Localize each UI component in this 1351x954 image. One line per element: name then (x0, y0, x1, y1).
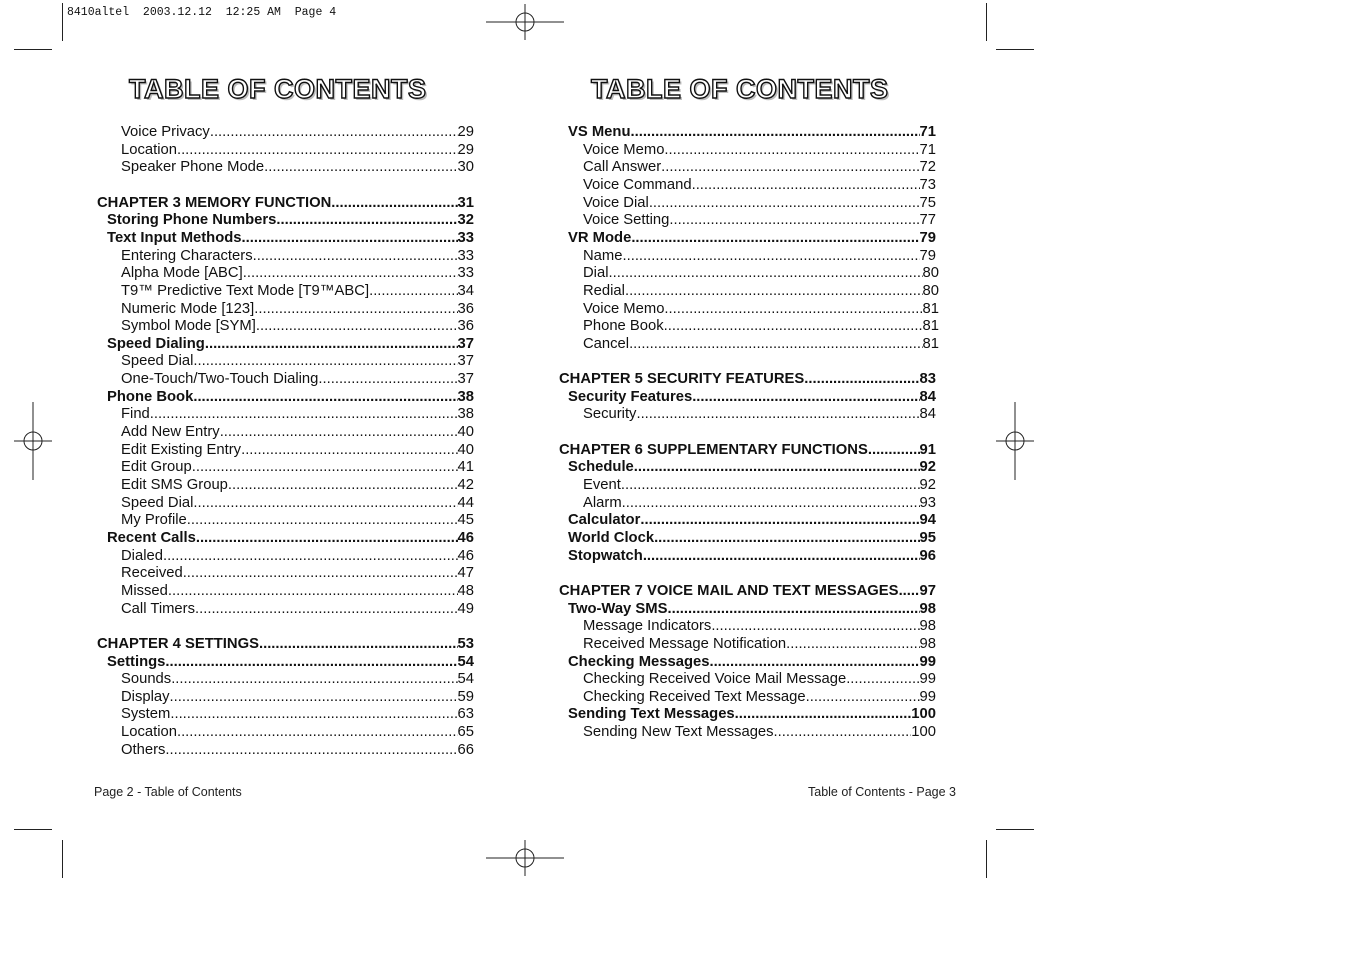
toc-entry-page: 46 (457, 547, 474, 564)
page-title-left: TABLE OF CONTENTS (129, 74, 427, 104)
toc-entry-page: 72 (919, 159, 936, 176)
toc-entry-label: Event (583, 477, 621, 493)
toc-entry-label: Calculator (568, 512, 641, 529)
registration-mark-icon (996, 402, 1034, 480)
toc-entry-page: 80 (922, 265, 939, 282)
toc-entry[interactable] (583, 176, 936, 194)
toc-entry-page: 79 (919, 229, 936, 246)
toc-entry[interactable] (107, 529, 474, 547)
toc-entry-page: 40 (457, 424, 474, 441)
registration-mark-icon (14, 402, 52, 480)
toc-entry[interactable] (97, 635, 474, 653)
dot-leader (654, 529, 919, 547)
toc-entry-page: 45 (457, 512, 474, 529)
dot-leader (195, 600, 458, 618)
toc-entry-page: 84 (919, 406, 936, 423)
toc-entry[interactable] (121, 264, 474, 282)
toc-entry[interactable] (121, 670, 474, 688)
toc-entry-label: Storing Phone Numbers (107, 212, 277, 229)
toc-entry-page: 66 (457, 741, 474, 758)
dot-leader (622, 247, 919, 265)
toc-entry-label: Entering Characters (121, 247, 253, 264)
toc-entry-label: Security Features (568, 388, 693, 405)
dot-leader (168, 582, 458, 600)
dot-leader (621, 476, 920, 494)
dot-leader (220, 423, 458, 441)
crop-mark (62, 840, 63, 878)
toc-entry-label: Checking Messages (568, 653, 710, 670)
toc-entry-page: 99 (919, 671, 936, 688)
toc-entry-label: Display (121, 688, 170, 705)
toc-entry-label: Security (583, 406, 637, 423)
toc-entry[interactable] (107, 211, 474, 229)
toc-entry-page: 54 (457, 653, 474, 670)
toc-entry[interactable] (583, 617, 936, 635)
dot-leader (205, 335, 458, 353)
toc-entry[interactable] (583, 405, 936, 423)
toc-entry[interactable] (568, 388, 936, 406)
toc-entry-label: System (121, 706, 171, 723)
toc-entry[interactable] (121, 282, 474, 300)
toc-entry[interactable] (121, 741, 474, 759)
dot-leader (165, 741, 457, 759)
toc-entry-label: Voice Memo (583, 300, 665, 317)
dot-leader (711, 617, 919, 635)
toc-entry[interactable] (583, 723, 936, 741)
dot-leader (165, 653, 457, 671)
toc-entry[interactable] (583, 158, 936, 176)
dot-leader (692, 388, 919, 406)
toc-entry[interactable] (583, 141, 936, 159)
toc-entry-page: 95 (919, 529, 936, 546)
toc-entry-label: CHAPTER 3 MEMORY FUNCTION (97, 194, 332, 211)
dot-leader (243, 264, 458, 282)
toc-entry[interactable] (121, 458, 474, 476)
toc-entry-label: Numeric Mode [123] (121, 300, 255, 317)
footer-left: Page 2 - Table of Contents (94, 785, 242, 799)
toc-entry-page: 65 (457, 724, 474, 741)
toc-entry-page: 81 (922, 318, 939, 335)
toc-entry-label: Speed Dial (121, 494, 194, 511)
toc-entry-label: Dial (583, 265, 609, 282)
dot-leader (631, 229, 919, 247)
toc-entry-page: 29 (457, 124, 474, 140)
dot-leader (171, 670, 457, 688)
toc-entry-label: CHAPTER 5 SECURITY FEATURES (559, 371, 805, 388)
dot-leader (643, 547, 920, 565)
dot-leader (163, 547, 458, 565)
toc-entry[interactable] (583, 317, 939, 335)
toc-entry-label: Edit SMS Group (121, 477, 228, 493)
toc-entry-label: Edit Group (121, 459, 192, 476)
toc-entry-label: World Clock (568, 529, 655, 546)
toc-entry-page: 44 (457, 494, 474, 511)
toc-entry-label: Stopwatch (568, 547, 643, 564)
dot-leader (210, 123, 458, 141)
dot-leader (664, 317, 923, 335)
toc-entry-page: 40 (457, 441, 474, 458)
toc-entry-page: 33 (457, 247, 474, 264)
dot-leader (193, 352, 457, 370)
toc-entry-label: Checking Received Text Message (583, 688, 806, 705)
toc-entry[interactable] (568, 547, 936, 565)
toc-entry-page: 92 (919, 477, 936, 493)
toc-entry[interactable] (559, 370, 936, 388)
toc-entry-label: Schedule (568, 459, 634, 476)
toc-entry[interactable] (121, 547, 474, 565)
dot-leader (170, 705, 457, 723)
toc-entry[interactable] (568, 458, 936, 476)
toc-entry[interactable] (97, 194, 474, 212)
toc-entry-label: Speaker Phone Mode (121, 159, 265, 176)
toc-entry-page: 29 (457, 141, 474, 158)
toc-entry-page: 38 (457, 406, 474, 423)
dot-leader (193, 388, 457, 406)
dot-leader (369, 282, 457, 300)
toc-entry[interactable] (121, 600, 474, 618)
toc-entry-page: 75 (919, 194, 936, 211)
toc-entry[interactable] (568, 600, 936, 618)
dot-leader (177, 141, 458, 159)
crop-mark (996, 829, 1034, 830)
toc-entry[interactable] (121, 370, 474, 388)
toc-entry-page: 31 (457, 194, 474, 211)
dot-leader (331, 194, 457, 212)
crop-mark (62, 3, 63, 41)
toc-entry-label: Phone Book (107, 388, 194, 405)
toc-entry[interactable] (568, 653, 936, 671)
dot-leader (150, 405, 458, 423)
toc-entry[interactable] (121, 158, 474, 176)
toc-entry[interactable] (121, 723, 474, 741)
toc-entry-page: 99 (919, 688, 936, 705)
toc-entry[interactable] (583, 247, 936, 265)
toc-entry-label: Add New Entry (121, 424, 220, 441)
toc-entry-page: 47 (457, 565, 474, 582)
toc-entry-page: 71 (919, 124, 936, 140)
dot-leader (634, 458, 920, 476)
dot-leader (709, 653, 919, 671)
dot-leader (254, 300, 457, 318)
dot-leader (192, 458, 458, 476)
toc-entry[interactable] (121, 494, 474, 512)
toc-entry[interactable] (121, 564, 474, 582)
toc-entry[interactable] (583, 264, 939, 282)
toc-entry[interactable] (559, 582, 936, 600)
dot-leader (253, 247, 458, 265)
dot-leader (664, 300, 922, 318)
toc-entry[interactable] (121, 317, 474, 335)
toc-entry-page: 37 (457, 335, 474, 352)
toc-entry-page: 91 (919, 441, 936, 458)
toc-entry[interactable] (559, 441, 936, 459)
dot-leader (318, 370, 457, 388)
toc-entry-page: 99 (919, 653, 936, 670)
toc-entry-page: 100 (911, 724, 936, 741)
toc-entry-page: 49 (457, 600, 474, 617)
crop-mark (14, 49, 52, 50)
footer-right: Table of Contents - Page 3 (808, 785, 957, 799)
toc-entry-page: 42 (457, 477, 474, 493)
dot-leader (193, 494, 457, 512)
toc-entry-label: CHAPTER 4 SETTINGS (97, 635, 259, 652)
toc-entry-label: Location (121, 141, 177, 158)
toc-entry-label: Call Timers (121, 600, 195, 617)
toc-entry-page: 33 (457, 265, 474, 282)
toc-entry-label: Phone Book (583, 318, 664, 335)
dot-leader (625, 282, 923, 300)
toc-entry[interactable] (121, 476, 474, 494)
dot-leader (183, 564, 458, 582)
dot-leader (228, 476, 458, 494)
toc-entry[interactable] (583, 194, 936, 212)
toc-entry-page: 54 (457, 671, 474, 688)
toc-entry-page: 59 (457, 688, 474, 705)
toc-entry[interactable] (568, 529, 936, 547)
toc-entry-page: 98 (919, 618, 936, 635)
toc-entry-label: Voice Setting (583, 212, 670, 229)
toc-entry-page: 81 (922, 335, 939, 352)
toc-entry-page: 30 (457, 159, 474, 176)
toc-entry[interactable] (583, 635, 936, 653)
toc-entry-label: Symbol Mode [SYM] (121, 318, 256, 335)
toc-entry-page: 84 (919, 388, 936, 405)
dot-leader (669, 211, 919, 229)
dot-leader (170, 688, 458, 706)
dot-leader (636, 405, 919, 423)
toc-entry-page: 98 (919, 600, 936, 617)
toc-entry[interactable] (121, 423, 474, 441)
toc-entry-label: Sending New Text Messages (583, 724, 774, 741)
toc-entry-label: Others (121, 741, 166, 758)
registration-mark-icon (486, 840, 564, 876)
dot-leader (786, 635, 919, 653)
toc-entry-label: Two-Way SMS (568, 600, 668, 617)
dot-leader (667, 600, 919, 618)
toc-entry-label: CHAPTER 7 VOICE MAIL AND TEXT MESSAGES (559, 582, 899, 599)
crop-mark (986, 3, 987, 41)
toc-entry[interactable] (568, 123, 936, 141)
toc-entry-label: Recent Calls (107, 529, 196, 546)
toc-entry-page: 46 (457, 529, 474, 546)
dot-leader (196, 529, 458, 547)
dot-leader (177, 723, 458, 741)
dot-leader (868, 441, 920, 459)
dot-leader (846, 670, 919, 688)
toc-entry[interactable] (583, 476, 936, 494)
toc-entry-label: Voice Privacy (121, 124, 210, 140)
toc-entry[interactable] (121, 441, 474, 459)
toc-entry-label: Sending Text Messages (568, 706, 735, 723)
dot-leader (242, 229, 458, 247)
toc-entry-page: 37 (457, 353, 474, 370)
dot-leader (187, 511, 458, 529)
toc-entry-label: Sounds (121, 671, 172, 688)
dot-leader (256, 317, 458, 335)
toc-entry[interactable] (121, 352, 474, 370)
toc-entry-label: Voice Memo (583, 141, 665, 158)
dot-leader (649, 194, 920, 212)
toc-entry[interactable] (568, 705, 936, 723)
crop-mark (996, 49, 1034, 50)
toc-entry-label: Redial (583, 282, 625, 299)
toc-entry-page: 33 (457, 229, 474, 246)
toc-entry[interactable] (121, 141, 474, 159)
toc-entry-page: 100 (911, 706, 936, 723)
toc-entry[interactable] (568, 511, 936, 529)
toc-entry-label: T9™ Predictive Text Mode [T9™ABC] (121, 282, 370, 299)
toc-entry-label: Voice Command (583, 176, 692, 193)
dot-leader (241, 441, 457, 459)
toc-entry[interactable] (583, 688, 936, 706)
toc-entry[interactable] (121, 247, 474, 265)
toc-entry[interactable] (583, 211, 936, 229)
toc-entry[interactable] (121, 688, 474, 706)
toc-entry[interactable] (107, 335, 474, 353)
toc-entry-label: Voice Dial (583, 194, 649, 211)
toc-entry-label: Dialed (121, 547, 163, 564)
toc-entry-page: 80 (922, 282, 939, 299)
toc-entry[interactable] (583, 282, 939, 300)
toc-entry-label: Call Answer (583, 159, 662, 176)
dot-leader (629, 335, 922, 353)
dot-leader (661, 158, 919, 176)
toc-entry-page: 77 (919, 212, 936, 229)
toc-entry-label: CHAPTER 6 SUPPLEMENTARY FUNCTIONS (559, 441, 868, 458)
dot-leader (259, 635, 458, 653)
toc-entry-label: Edit Existing Entry (121, 441, 242, 458)
toc-entry[interactable] (583, 335, 939, 353)
toc-entry-page: 98 (919, 635, 936, 652)
toc-entry[interactable] (121, 123, 474, 141)
toc-entry-page: 48 (457, 582, 474, 599)
toc-entry[interactable] (583, 300, 939, 318)
toc-entry-page: 94 (919, 512, 936, 529)
toc-entry-label: Location (121, 724, 177, 741)
toc-entry-page: 37 (457, 371, 474, 388)
toc-entry-page: 97 (919, 582, 936, 599)
toc-entry-label: VS Menu (568, 124, 631, 140)
toc-entry-page: 63 (457, 706, 474, 723)
toc-entry-page: 73 (919, 176, 936, 193)
dot-leader (622, 494, 920, 512)
dot-leader (735, 705, 912, 723)
toc-entry-page: 34 (457, 282, 474, 299)
toc-entry-page: 96 (919, 547, 936, 564)
toc-entry-label: Text Input Methods (107, 229, 242, 246)
toc-entry-page: 71 (919, 141, 936, 158)
page-title-right: TABLE OF CONTENTS (591, 74, 889, 104)
toc-entry-label: Missed (121, 582, 168, 599)
toc-entry-label: My Profile (121, 512, 187, 529)
toc-entry-page: 41 (457, 459, 474, 476)
toc-entry-page: 93 (919, 494, 936, 511)
dot-leader (630, 123, 919, 141)
toc-entry[interactable] (583, 670, 936, 688)
toc-entry[interactable] (121, 300, 474, 318)
toc-entry-label: Checking Received Voice Mail Message (583, 671, 847, 688)
toc-entry-page: 83 (919, 371, 936, 388)
dot-leader (692, 176, 920, 194)
toc-entry-label: Speed Dialing (107, 335, 205, 352)
toc-entry[interactable] (121, 405, 474, 423)
toc-entry-label: Received (121, 565, 183, 582)
dot-leader (899, 582, 920, 600)
toc-entry-label: VR Mode (568, 229, 632, 246)
dot-leader (664, 141, 919, 159)
dot-leader (774, 723, 912, 741)
toc-entry-page: 92 (919, 459, 936, 476)
toc-entry-label: Find (121, 406, 150, 423)
toc-entry-label: Alarm (583, 494, 622, 511)
toc-entry-label: Name (583, 247, 623, 264)
toc-entry[interactable] (107, 229, 474, 247)
toc-entry-label: Received Message Notification (583, 635, 787, 652)
dot-leader (640, 511, 919, 529)
toc-entry[interactable] (121, 705, 474, 723)
toc-entry[interactable] (121, 511, 474, 529)
toc-entry-page: 53 (457, 635, 474, 652)
toc-entry[interactable] (121, 582, 474, 600)
toc-entry-page: 38 (457, 388, 474, 405)
toc-entry[interactable] (568, 229, 936, 247)
dot-leader (276, 211, 457, 229)
dot-leader (264, 158, 457, 176)
crop-mark (14, 829, 52, 830)
toc-entry-page: 81 (922, 300, 939, 317)
toc-entry-label: One-Touch/Two-Touch Dialing (121, 371, 319, 388)
toc-entry-page: 79 (919, 247, 936, 264)
toc-entry-label: Message Indicators (583, 618, 712, 635)
toc-entry-label: Alpha Mode [ABC] (121, 265, 243, 282)
toc-entry[interactable] (107, 653, 474, 671)
toc-entry-label: Speed Dial (121, 353, 194, 370)
print-slug: 8410altel 2003.12.12 12:25 AM Page 4 (67, 6, 337, 19)
registration-mark-icon (486, 4, 564, 40)
dot-leader (806, 688, 920, 706)
toc-entry-label: Settings (107, 653, 166, 670)
toc-entry-page: 36 (457, 318, 474, 335)
toc-entry-page: 36 (457, 300, 474, 317)
toc-entry-page: 32 (457, 212, 474, 229)
toc-entry[interactable] (107, 388, 474, 406)
toc-entry[interactable] (583, 494, 936, 512)
dot-leader (609, 264, 923, 282)
crop-mark (986, 840, 987, 878)
toc-entry-label: Cancel (583, 335, 630, 352)
dot-leader (804, 370, 919, 388)
